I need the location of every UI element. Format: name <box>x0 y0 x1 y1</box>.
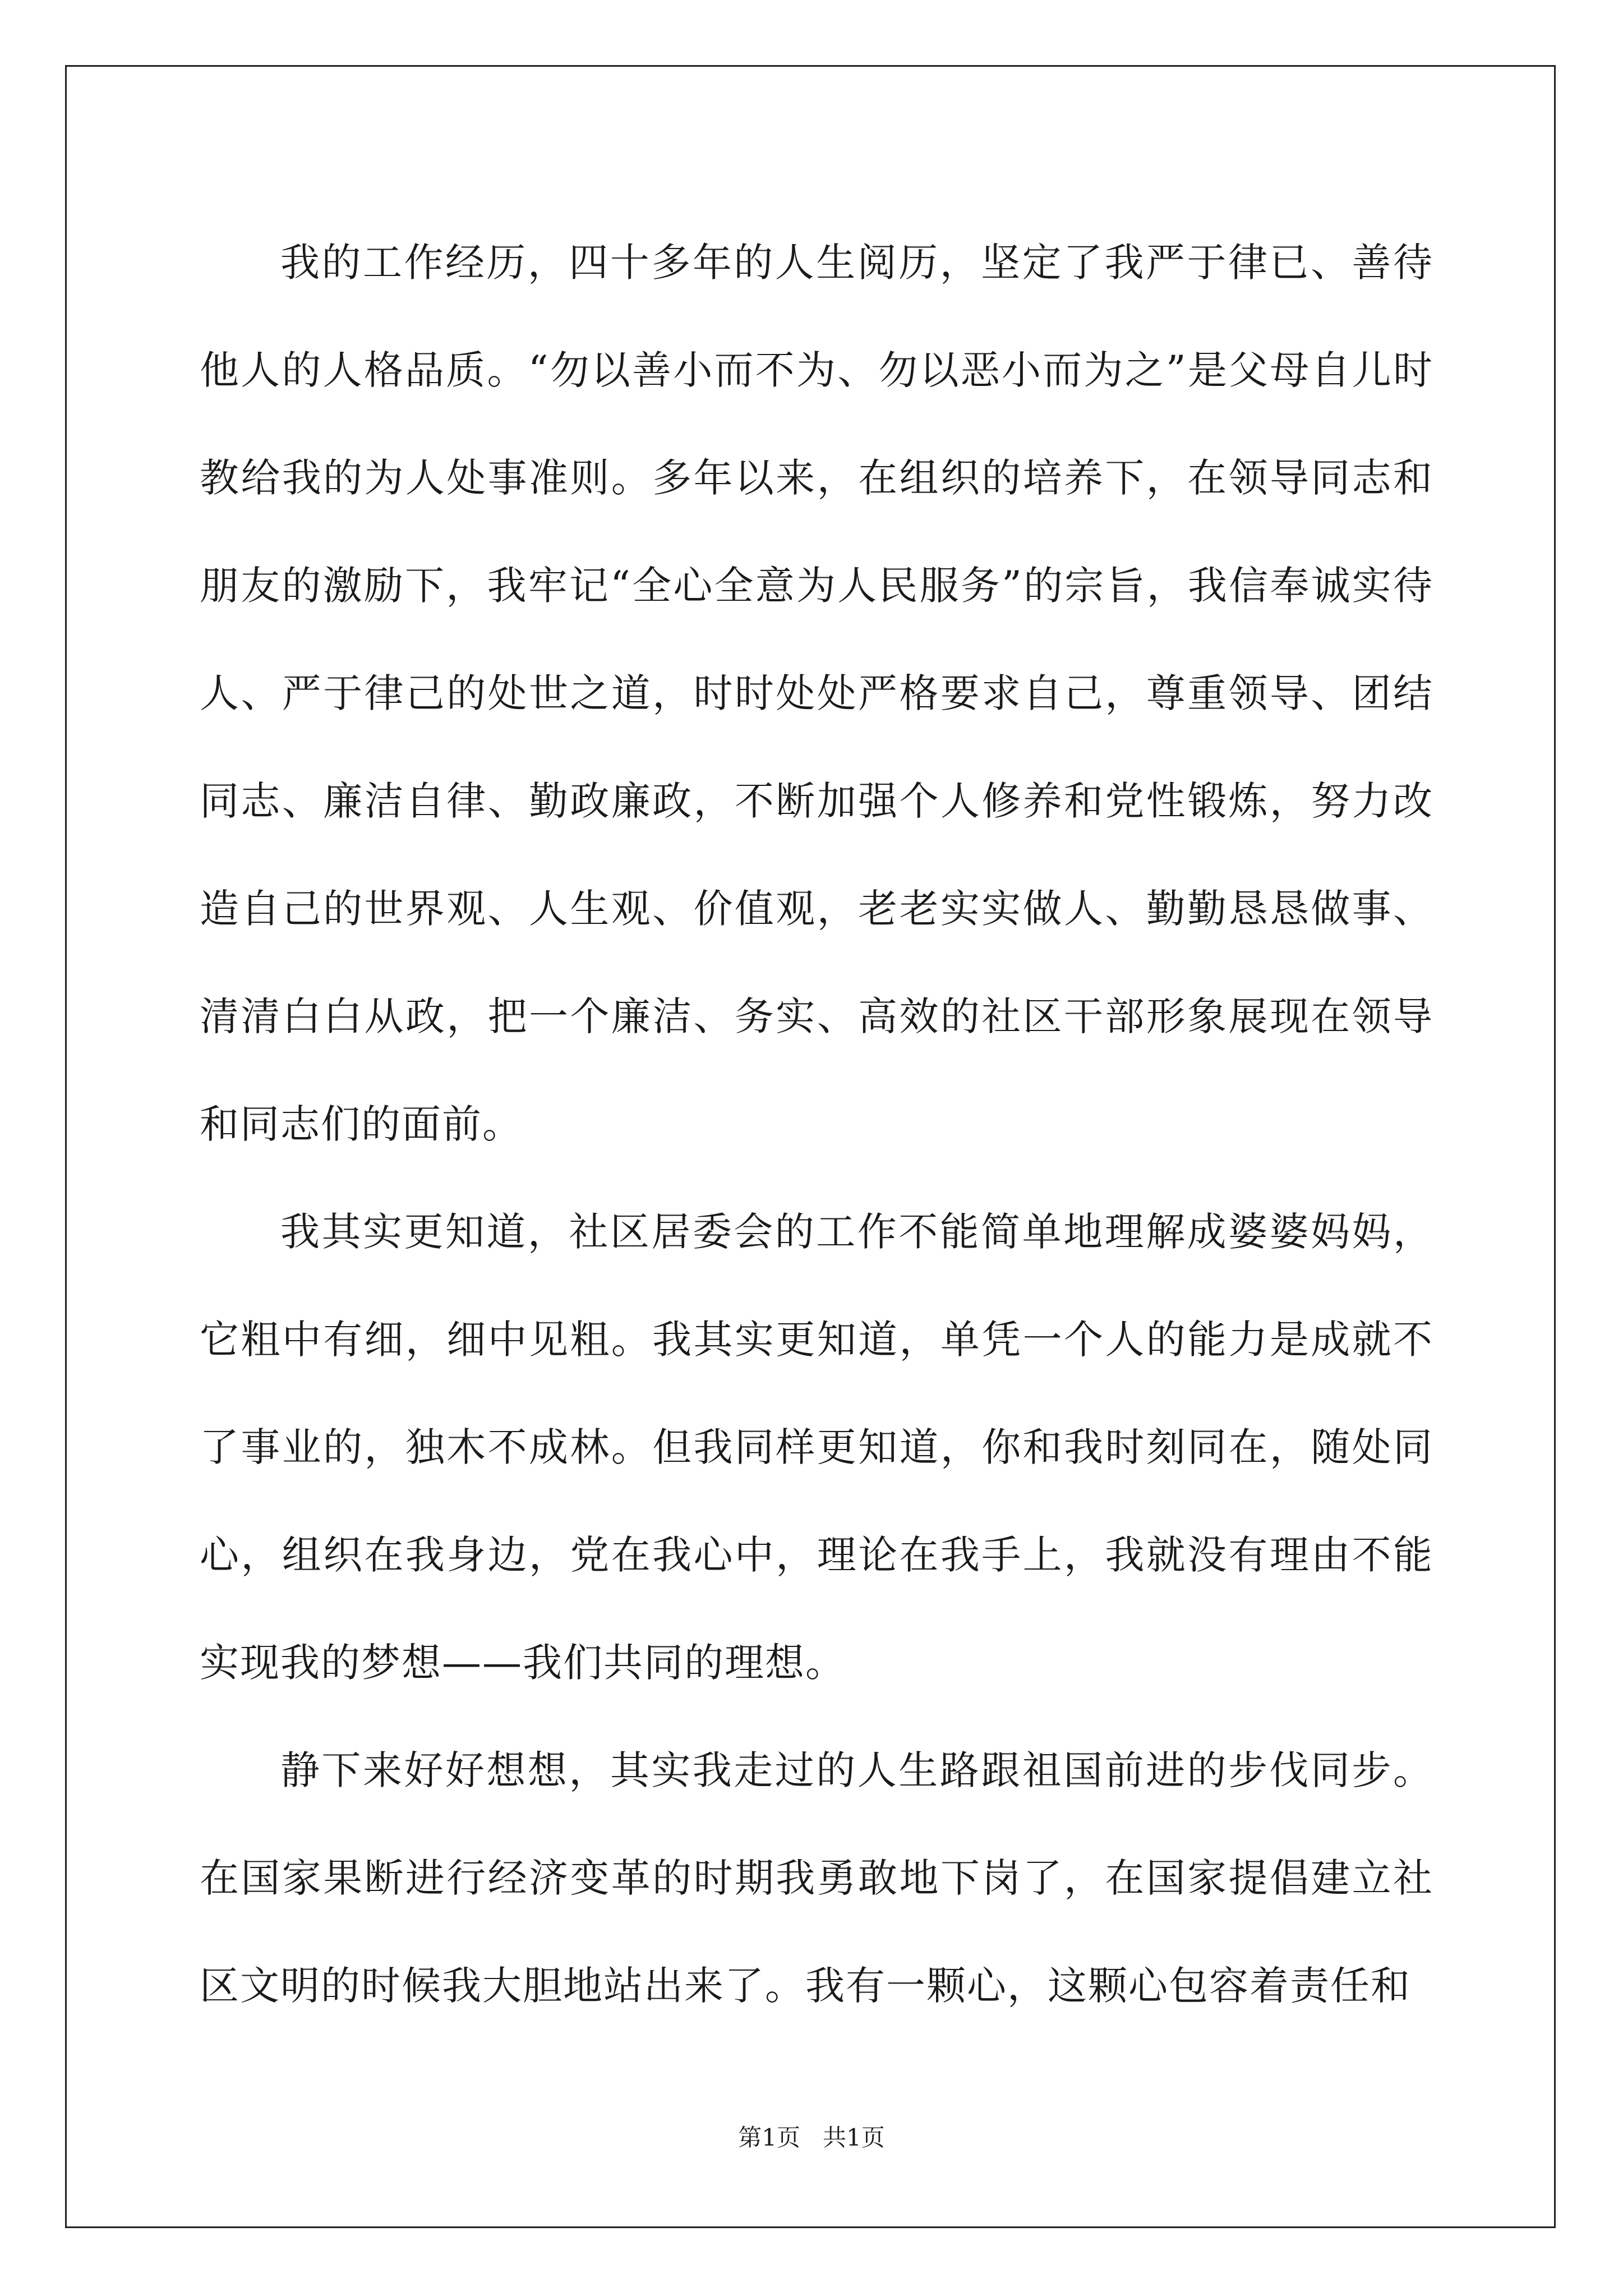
paragraph: 我其实更知道，社区居委会的工作不能简单地理解成婆婆妈妈，它粗中有细，细中见粗。我其实更知道，单凭一个人的能力是成就不了事业的，独木不成林。但我同样更知道，你和我时刻同在，随处同心，组织在我身边，党在我心中，理论在我手上，我就没有理由不能实现我的梦想——我们共同的理想。 <box>200 1209 1433 1686</box>
page-footer: 第1页 共1页 <box>738 2124 885 2151</box>
document-body <box>200 209 1433 2040</box>
paragraph: 我的工作经历，四十多年的人生阅历，坚定了我严于律已、善待他人的人格品质。“勿以善小而不为、勿以恶小而为之”是父母自儿时教给我的为人处事准则。多年以来，在组织的培养下，在领导同志和朋友的激励下，我牢记“全心全意为人民服务”的宗旨，我信奉诚实待人、严于律己的处世之道，时时处处严格要求自己，尊重领导、团结同志、廉洁自律、勤政廉政，不断加强个人修养和党性锻炼，努力改造自己的世界观、人生观、价值观，老老实实做人、勤勤恳恳做事、清清白白从政，把一个廉洁、务实、高效的社区干部形象展现在领导和同志们的面前。 <box>200 240 1433 1147</box>
paragraph: 静下来好好想想，其实我走过的人生路跟祖国前进的步伐同步。在国家果断进行经济变革的时期我勇敢地下岗了，在国家提倡建立社区文明的时候我大胆地站出来了。我有一颗心，这颗心包容着责任和 <box>200 1747 1433 2009</box>
